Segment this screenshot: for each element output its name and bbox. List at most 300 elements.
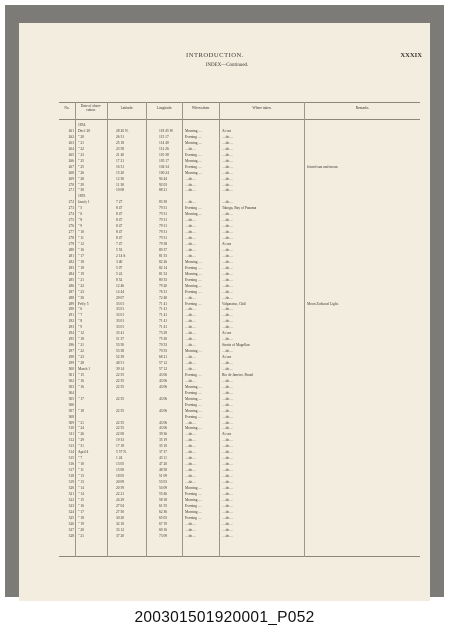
cell-latitude: 5 57 N. (116, 450, 127, 455)
cell-longitude: 118 45 W. (159, 128, 174, 133)
cell-longitude: 39 36 (159, 432, 168, 437)
cell-when-taken: ....do.... (185, 224, 196, 229)
cell-date: " 20 (78, 134, 84, 139)
cell-date: " 15 (78, 497, 84, 502)
cell-number: 273 (68, 206, 74, 211)
table-row (59, 528, 420, 533)
table-row (59, 230, 420, 235)
cell-date: " 29 (78, 438, 84, 443)
cell-number: 268 (68, 170, 74, 175)
cell-date: " 12 (78, 242, 84, 246)
table-row (59, 135, 420, 140)
table-row (59, 367, 420, 372)
cell-latitude: 8 47 (116, 224, 123, 229)
cell-latitude: 23 58 (116, 146, 125, 151)
cell-number: 312 (68, 438, 74, 443)
cell-longitude: 43 06 (159, 384, 168, 389)
cell-latitude: 33 01 (116, 325, 125, 330)
cell-latitude: 8 47 (116, 206, 123, 211)
cell-number: 288 (68, 295, 74, 300)
table-row (59, 254, 420, 259)
cell-remarks: Moon Zodiacal Light. (307, 301, 339, 306)
table-row (59, 444, 420, 449)
cell-where-taken: ....do.... (222, 509, 233, 514)
cell-latitude: 10 08 (116, 188, 125, 193)
cell-when-taken: Morning .... (185, 259, 203, 264)
cell-where-taken: ....do.... (222, 456, 233, 461)
cell-when-taken: ....do.... (185, 361, 196, 365)
cell-number: 276 (68, 224, 74, 229)
cell-when-taken: Morning .... (185, 158, 203, 163)
cell-when-taken: Morning .... (185, 384, 203, 389)
table-row (59, 409, 420, 414)
cell-latitude: 21 40 (116, 152, 125, 157)
cell-latitude: 16 31 (116, 164, 125, 169)
cell-number: 317 (68, 468, 74, 473)
cell-date: " 18 (78, 515, 84, 520)
cell-when-taken: Evening .... (185, 265, 202, 270)
cell-latitude: 26 51 (116, 134, 125, 139)
cell-latitude: 19 33 (116, 438, 125, 443)
cell-date: " 13 (78, 480, 84, 484)
cell-longitude: 114 40 (159, 140, 169, 145)
cell-when-taken: Morning .... (185, 349, 203, 354)
cell-where-taken: ....do.... (222, 462, 233, 467)
cell-date: 1855. (78, 194, 87, 199)
cell-latitude: 15 20 (116, 170, 125, 175)
cell-date: " 8 (78, 319, 83, 324)
cell-latitude: 12 46 (116, 283, 125, 288)
cell-where-taken: ....do.... (222, 253, 233, 258)
cell-date: " 21 (78, 343, 84, 348)
cell-where-taken: ....do.... (222, 271, 233, 276)
cell-when-taken: ....do.... (185, 247, 196, 252)
cell-number: 306 (68, 402, 74, 407)
cell-date: April 4 (78, 450, 89, 455)
cell-where-taken: ....do.... (222, 218, 233, 223)
cell-longitude: 79 38 (159, 242, 168, 246)
cell-latitude: 51 37 (116, 337, 125, 342)
cell-longitude: 105 17 (159, 158, 169, 163)
cell-latitude: 5 53 (116, 247, 123, 252)
cell-when-taken: Evening .... (185, 134, 202, 139)
cell-number: 298 (68, 355, 74, 360)
cell-latitude: 22 55 (116, 426, 125, 431)
cell-number: 293 (68, 325, 74, 330)
table-row (59, 468, 420, 473)
cell-date: " 17 (78, 253, 84, 258)
cell-when-taken: Morning .... (185, 128, 203, 133)
cell-date: " 8 (78, 218, 83, 223)
cell-when-taken: Morning .... (185, 140, 203, 145)
cell-when-taken: ....do.... (185, 521, 196, 526)
table-row (59, 361, 420, 366)
cell-date: " 19 (78, 521, 84, 526)
cell-latitude: 8 47 (116, 212, 123, 217)
cell-longitude: 73 09 (159, 533, 168, 538)
table-row (59, 504, 420, 509)
cell-latitude: 22 21 (116, 491, 125, 496)
cell-when-taken: ....do.... (185, 218, 196, 223)
table-row (59, 397, 420, 402)
cell-when-taken: ....do.... (185, 230, 196, 235)
cell-when-taken: ....do.... (185, 307, 196, 312)
cell-number: 319 (68, 480, 74, 484)
cell-date: " 10 (78, 230, 84, 235)
cell-latitude: 22 55 (116, 408, 125, 413)
table-row (59, 438, 420, 443)
table-row (59, 403, 420, 408)
cell-longitude: 71 41 (159, 319, 168, 324)
cell-latitude: 17 21 (116, 158, 125, 163)
cell-longitude: 79 31 (159, 218, 168, 223)
cell-number: 270 (68, 182, 74, 187)
cell-number: 300 (68, 366, 74, 371)
cell-where-taken: ....do.... (222, 384, 233, 389)
cell-number: 313 (68, 444, 74, 449)
cell-longitude: 35 19 (159, 438, 168, 443)
cell-when-taken: Morning .... (185, 426, 203, 431)
cell-latitude: 12 30 (116, 176, 125, 181)
cell-when-taken: ....do.... (185, 200, 196, 205)
cell-longitude: 82 26 (159, 259, 168, 264)
cell-date: " 11 (78, 468, 84, 473)
cell-latitude: 24 29 (116, 497, 125, 502)
cell-where-taken: ....do.... (222, 497, 233, 502)
cell-when-taken: ....do.... (185, 295, 196, 300)
cell-latitude: 40 51 (116, 361, 125, 365)
table-row (59, 272, 420, 277)
cell-number: 299 (68, 361, 74, 365)
cell-date: " 6 (78, 307, 83, 312)
cell-when-taken: Evening .... (185, 390, 202, 395)
cell-date: Janu'y 1 (78, 200, 90, 205)
cell-latitude: 27 50 (116, 509, 125, 514)
cell-longitude: 70 53 (159, 349, 168, 354)
cell-longitude: 43 06 (159, 378, 168, 383)
cell-where-taken: ....do.... (222, 366, 233, 371)
cell-when-taken: ....do.... (185, 355, 196, 360)
cell-date: " 26 (78, 432, 84, 437)
cell-date: " 23 (78, 152, 84, 157)
table-row (59, 313, 420, 318)
cell-date: " 7 (78, 313, 83, 318)
cell-date: Feb'y 5 (78, 301, 89, 306)
cell-where-taken: Rio de Janeiro, Brazil (222, 372, 254, 377)
table-row (59, 319, 420, 324)
table-row (59, 462, 420, 467)
cell-number: 320 (68, 485, 74, 490)
cell-where-taken: ....do.... (222, 158, 233, 163)
cell-where-taken: ....do.... (222, 480, 233, 484)
cell-number: 271 (68, 188, 74, 193)
cell-latitude: 33 41 (116, 331, 125, 336)
cell-date: " 16 (78, 503, 84, 508)
cell-longitude: 112 26 (159, 146, 169, 151)
table-row (59, 498, 420, 503)
cell-when-taken: Evening .... (185, 414, 202, 419)
table-row (59, 325, 420, 330)
cell-when-taken: ....do.... (185, 182, 196, 187)
cell-date: " 18 (78, 337, 84, 342)
cell-number: 322 (68, 497, 74, 502)
cell-number: 304 (68, 390, 74, 395)
cell-where-taken: ....do.... (222, 533, 233, 538)
cell-number: 284 (68, 271, 74, 276)
cell-number: 303 (68, 384, 74, 389)
table-row (59, 278, 420, 283)
cell-latitude: 33 01 (116, 313, 125, 318)
cell-latitude: 15 00 (116, 468, 125, 473)
cell-where-taken: ....do.... (222, 468, 233, 473)
cell-latitude: 1 24 (116, 456, 123, 461)
cell-number: 291 (68, 313, 74, 318)
cell-longitude: 57 12 (159, 366, 168, 371)
cell-latitude: 8 47 (116, 218, 123, 223)
cell-where-taken: ....do.... (222, 182, 233, 187)
table-row (59, 296, 420, 301)
page-header (186, 52, 422, 62)
cell-number: 290 (68, 307, 74, 312)
cell-longitude: 57 12 (159, 361, 168, 365)
cell-latitude: 7 27 (116, 200, 123, 205)
table-row (59, 153, 420, 158)
table-row (59, 141, 420, 146)
cell-when-taken: ....do.... (185, 366, 196, 371)
cell-longitude: 80 33 (159, 277, 168, 282)
header-date: Date of obser-vation. (80, 104, 102, 113)
cell-where-taken: ....do.... (222, 277, 233, 282)
header-no: No. (64, 106, 70, 110)
cell-date: " 21 (78, 420, 84, 425)
table-row (59, 188, 420, 193)
cell-latitude: 22 55 (116, 378, 125, 383)
cell-date: " 18 (78, 408, 84, 413)
table-row (59, 165, 420, 170)
cell-number: 262 (68, 134, 74, 139)
cell-number: 314 (68, 450, 74, 455)
cell-date: " 9 (78, 224, 83, 229)
cell-where-taken: ....do.... (222, 307, 233, 312)
cell-when-taken: Morning .... (185, 271, 203, 276)
table-row (59, 385, 420, 390)
cell-when-taken: Evening .... (185, 402, 202, 407)
cell-when-taken: Evening .... (185, 301, 202, 306)
cell-number: 279 (68, 242, 74, 246)
cell-number: 305 (68, 396, 74, 401)
cell-date: " 26 (78, 170, 84, 175)
table-row (59, 415, 420, 420)
cell-when-taken: ....do.... (185, 253, 196, 258)
table-row (59, 177, 420, 182)
table-row (59, 302, 420, 307)
cell-when-taken: Evening .... (185, 372, 202, 377)
cell-where-taken: ....do.... (222, 259, 233, 264)
cell-where-taken: ....do.... (222, 396, 233, 401)
table-row (59, 391, 420, 396)
cell-where-taken: ....do.... (222, 420, 233, 425)
header-remarks: Remarks. (355, 106, 370, 110)
cell-number: 287 (68, 289, 74, 294)
cell-where-taken: ....do.... (222, 134, 233, 139)
cell-where-taken: ....do.... (222, 414, 233, 419)
cell-number: 275 (68, 218, 74, 223)
cell-date: " 30 (78, 295, 84, 300)
cell-longitude: 72 40 (159, 295, 168, 300)
table-row (59, 379, 420, 384)
cell-latitude: 3 40 (116, 259, 123, 264)
cell-longitude: 69 16 (159, 527, 168, 532)
cell-when-taken: ....do.... (185, 450, 196, 455)
table-row (59, 331, 420, 336)
cell-number: 264 (68, 146, 74, 151)
cell-longitude: 65 03 (159, 515, 168, 520)
cell-longitude: 71 41 (159, 307, 168, 312)
cell-when-taken: Evening .... (185, 491, 202, 496)
table-row (59, 534, 420, 539)
cell-longitude: 94 44 (159, 176, 168, 181)
cell-when-taken: Morning .... (185, 497, 203, 502)
cell-number: 272 (68, 200, 74, 205)
cell-number: 308 (68, 414, 74, 419)
cell-number: 323 (68, 503, 74, 508)
cell-date: " 25 (78, 164, 84, 169)
cell-date: " 21 (78, 277, 84, 282)
cell-latitude: 29 07 (116, 295, 125, 300)
cell-date: " 18 (78, 259, 84, 264)
cell-date: " 16 (78, 247, 84, 252)
cell-number: 289 (68, 301, 74, 306)
cell-date: " 6 (78, 212, 83, 217)
table-row (59, 123, 420, 128)
cell-latitude: 53 50 (116, 343, 125, 348)
header-where-taken: Where taken. (252, 106, 272, 110)
cell-latitude: 39 14 (116, 366, 125, 371)
cell-longitude: 71 41 (159, 301, 168, 306)
cell-where-taken: ....do.... (222, 247, 233, 252)
cell-when-taken: ....do.... (185, 319, 196, 324)
cell-number: 263 (68, 140, 74, 145)
cell-where-taken: ....do.... (222, 527, 233, 532)
cell-longitude: 68 21 (159, 355, 168, 360)
cell-date: " 21 (78, 533, 84, 538)
cell-date: " 9 (78, 325, 83, 330)
cell-date: " 22 (78, 283, 84, 288)
cell-date: " 7 (78, 456, 83, 461)
cell-longitude: 43 11 (159, 456, 167, 461)
cell-where-taken: ....do.... (222, 426, 233, 431)
table-row (59, 349, 420, 354)
cell-date: " 25 (78, 158, 84, 163)
cell-latitude: 33 01 (116, 301, 125, 306)
cell-where-taken: Taboga, Bay of Panama (222, 206, 257, 211)
cell-where-taken: ....do.... (222, 313, 233, 318)
cell-where-taken: ....do.... (222, 295, 233, 300)
cell-longitude: 43 06 (159, 408, 168, 413)
cell-date: " 12 (78, 331, 84, 336)
cell-number: 282 (68, 259, 74, 264)
cell-longitude: 83 39 (159, 200, 168, 205)
cell-where-taken: ....do.... (222, 349, 233, 354)
table-row (59, 147, 420, 152)
cell-number: 269 (68, 176, 74, 181)
cell-date: " 24 (78, 426, 84, 431)
cell-longitude: 100 24 (159, 170, 169, 175)
cell-when-taken: Evening .... (185, 152, 202, 157)
cell-latitude: 20 09 (116, 480, 125, 484)
cell-latitude: 22 55 (116, 396, 125, 401)
cell-longitude: 61 55 (159, 503, 168, 508)
cell-date: " 23 (78, 289, 84, 294)
cell-when-taken: ....do.... (185, 444, 196, 449)
cell-longitude: 79 31 (159, 236, 168, 241)
cell-longitude: 55 46 (159, 491, 168, 496)
cell-number: 274 (68, 212, 74, 217)
cell-longitude: 79 31 (159, 224, 168, 229)
cell-latitude: 7 47 (116, 242, 123, 246)
cell-where-taken: At sea (222, 355, 232, 360)
cell-longitude: 75 30 (159, 337, 168, 342)
cell-latitude: 5 07 (116, 265, 123, 270)
cell-longitude: 71 41 (159, 313, 168, 318)
cell-where-taken: ....do.... (222, 289, 233, 294)
table-row (59, 307, 420, 312)
cell-where-taken: ....do.... (222, 474, 233, 479)
cell-number: 278 (68, 236, 74, 241)
cell-number: 292 (68, 319, 74, 324)
cell-where-taken: At sea (222, 432, 232, 437)
cell-longitude: 82 14 (159, 265, 168, 270)
cell-when-taken: ....do.... (185, 343, 196, 348)
cell-latitude: 22 55 (116, 384, 125, 389)
cell-where-taken: ....do.... (222, 188, 233, 193)
cell-longitude: 81 53 (159, 253, 168, 258)
table-header-rule (59, 119, 420, 120)
cell-when-taken: ....do.... (185, 474, 196, 479)
cell-date: " 15 (78, 372, 84, 377)
cell-latitude: 20 59 (116, 485, 125, 490)
cell-latitude: 11 38 (116, 182, 124, 187)
cell-when-taken: ....do.... (185, 480, 196, 484)
cell-longitude: 53 03 (159, 480, 168, 484)
cell-latitude: 32 10 (116, 521, 125, 526)
cell-date: 1854. (78, 123, 87, 127)
page-title: INTRODUCTION. (186, 52, 244, 59)
cell-when-taken: ....do.... (185, 325, 196, 330)
cell-where-taken: ....do.... (222, 515, 233, 520)
cell-longitude: 79 31 (159, 230, 168, 235)
cell-date: " 22 (78, 349, 84, 354)
cell-number: 315 (68, 456, 74, 461)
cell-number: 327 (68, 527, 74, 532)
header-latitude: Latitude. (120, 106, 134, 110)
cell-where-taken: ....do.... (222, 236, 233, 241)
cell-where-taken: ....do.... (222, 521, 233, 526)
cell-date: " 14 (78, 485, 84, 490)
cell-where-taken: ....do.... (222, 450, 233, 455)
cell-number: 267 (68, 164, 74, 169)
cell-latitude: 27 04 (116, 503, 125, 508)
cell-date: " 5 (78, 206, 83, 211)
cell-where-taken: ....do.... (222, 491, 233, 496)
cell-date: " 16 (78, 384, 84, 389)
cell-where-taken: ....do.... (222, 444, 233, 449)
cell-number: 265 (68, 152, 74, 157)
cell-date: " 17 (78, 396, 84, 401)
cell-number: 283 (68, 265, 74, 270)
index-subtitle: INDEX—Continued. (205, 63, 249, 68)
cell-longitude: 115 17 (159, 134, 169, 139)
